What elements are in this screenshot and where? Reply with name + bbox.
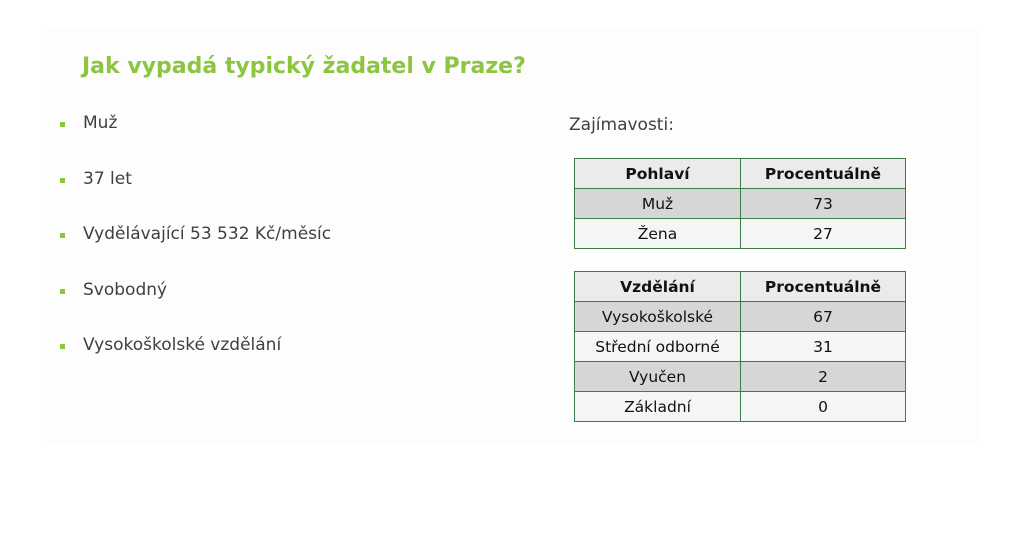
- table-cell: 31: [741, 332, 906, 362]
- table-header-row: [575, 159, 906, 189]
- gender-table: [574, 158, 906, 249]
- table-row: [575, 219, 906, 249]
- table-row: [575, 362, 906, 392]
- bullet-item: [60, 166, 331, 222]
- bullet-square-icon: [60, 122, 65, 127]
- table-header-cell: Procentuálně: [741, 272, 906, 302]
- table-cell: 67: [741, 302, 906, 332]
- bullet-item: [60, 221, 331, 277]
- side-heading: Zajímavosti:: [569, 115, 674, 135]
- table-cell: Žena: [575, 219, 741, 249]
- table-header-row: [575, 272, 906, 302]
- table-cell: Vyučen: [575, 362, 741, 392]
- table-row: [575, 189, 906, 219]
- table-header-cell: Vzdělání: [575, 272, 741, 302]
- table-row: [575, 302, 906, 332]
- table-cell: Základní: [575, 392, 741, 422]
- table-cell: Muž: [575, 189, 741, 219]
- table-cell: Vysokoškolské: [575, 302, 741, 332]
- table-cell: 27: [741, 219, 906, 249]
- bullet-item: [60, 277, 331, 333]
- table-cell: 0: [741, 392, 906, 422]
- bullet-square-icon: [60, 289, 65, 294]
- table-row: [575, 332, 906, 362]
- bullet-item: [60, 332, 331, 388]
- bullet-text: Muž: [83, 113, 118, 133]
- table-cell: Střední odborné: [575, 332, 741, 362]
- bullet-square-icon: [60, 178, 65, 183]
- bullet-item: [60, 110, 331, 166]
- bullet-text: Svobodný: [83, 279, 168, 300]
- table-header-cell: Procentuálně: [741, 159, 906, 189]
- bullet-square-icon: [60, 233, 65, 238]
- education-table: [574, 271, 906, 422]
- bullet-text: Vysokoškolské vzdělání: [83, 335, 282, 355]
- table-cell: 2: [741, 362, 906, 392]
- bullet-text: 37 let: [83, 168, 132, 189]
- slide-title: Jak vypadá typický žadatel v Praze?: [82, 54, 526, 79]
- bullet-list: [60, 110, 331, 388]
- bullet-text: Vydělávající 53 532 Kč/měsíc: [83, 224, 332, 244]
- table-cell: 73: [741, 189, 906, 219]
- table-header-cell: Pohlaví: [575, 159, 741, 189]
- bullet-square-icon: [60, 344, 65, 349]
- table-row: [575, 392, 906, 422]
